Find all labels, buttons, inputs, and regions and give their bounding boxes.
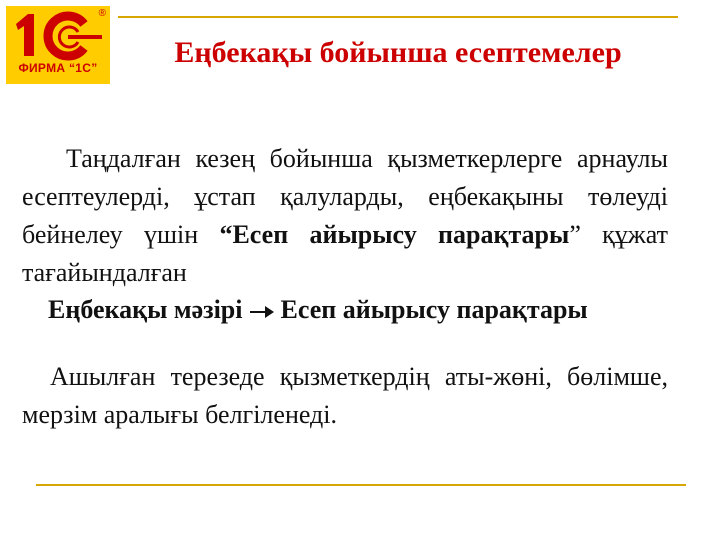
top-divider bbox=[118, 16, 678, 18]
registered-mark: ® bbox=[98, 8, 106, 19]
window-paragraph bbox=[22, 358, 668, 434]
menu-path bbox=[48, 295, 688, 327]
intro-text-a: Таңдалған кезең бойынша қызметкерлерге арнаулы есептеулерді, ұстап қалуларды, еңбекақыны төлеуді бейнелеу үшін bbox=[22, 144, 668, 249]
menu-path-from: Еңбекақы мәзірі bbox=[48, 295, 243, 324]
intro-text-bold: “Есеп айырысу парақтары bbox=[219, 220, 570, 249]
page-title: Еңбекақы бойынша есептемелер bbox=[174, 36, 622, 69]
bottom-divider bbox=[36, 484, 686, 486]
logo-caption: ФИРМА “1С” bbox=[18, 61, 98, 75]
1c-logo bbox=[6, 6, 110, 84]
menu-path-to: Есеп айырысу парақтары bbox=[280, 295, 588, 324]
arrow-right-icon bbox=[249, 297, 275, 327]
1c-logo-mark bbox=[6, 6, 110, 62]
intro-text-c: ” құжат тағайындалған bbox=[22, 220, 668, 287]
window-text: Ашылған терезеде қызметкердің аты-жөні, бөлімше, мерзім аралығы белгіленеді. bbox=[22, 362, 668, 429]
intro-paragraph bbox=[22, 140, 668, 292]
